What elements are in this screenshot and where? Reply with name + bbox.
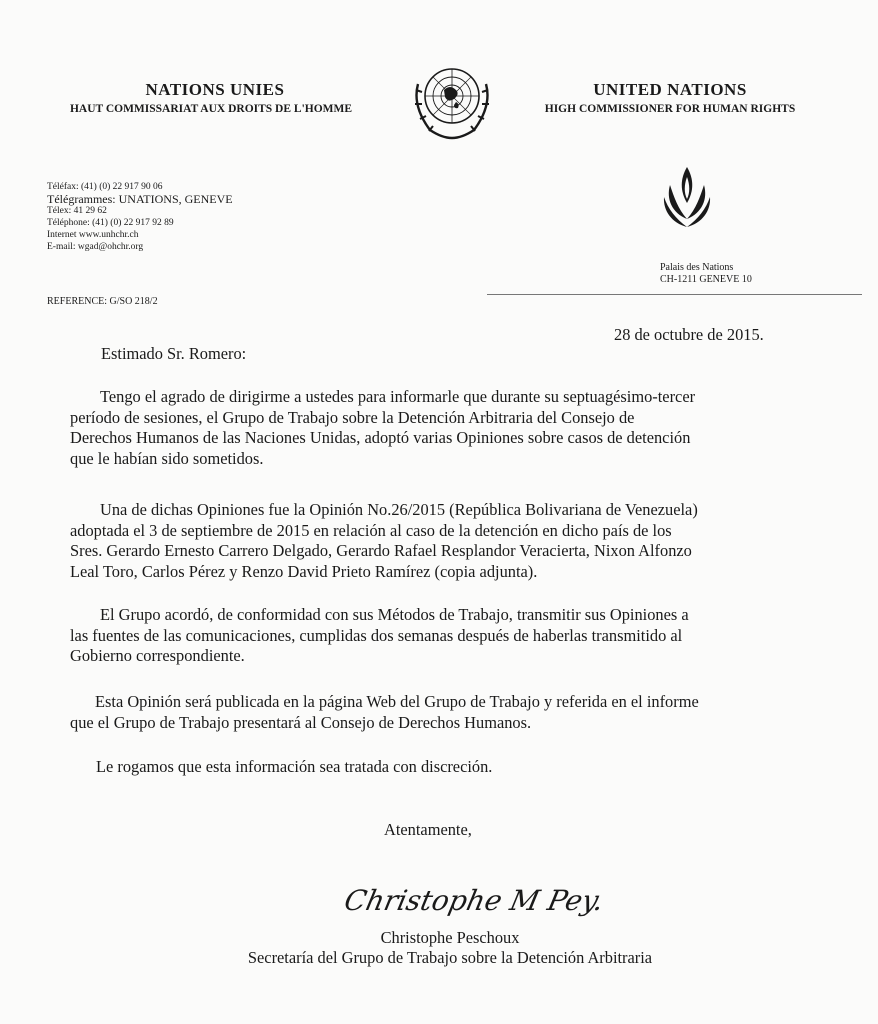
address-line1: Palais des Nations xyxy=(660,262,734,273)
telefax-text: Téléfax: (41) (0) 22 917 90 06 xyxy=(47,182,163,192)
p2-line-2: adoptada el 3 de septiembre de 2015 en relación al caso de la detención en dicho país de los xyxy=(70,520,672,540)
p1-line-2: período de sesiones, el Grupo de Trabajo sobre la Detención Arbitraria del Consejo de xyxy=(70,407,635,427)
p1-line-1: Tengo el agrado de dirigirme a ustedes para informarle que durante su septuagésimo-tercer xyxy=(100,387,696,406)
internet-text: Internet www.unhchr.ch xyxy=(47,230,139,240)
telex-text: Télex: 41 29 62 xyxy=(47,206,107,216)
p3-line-3: Gobierno correspondiente. xyxy=(70,646,245,665)
p2-line-4: Leal Toro, Carlos Pérez y Renzo David Prieto Ramírez (copia adjunta). xyxy=(70,561,538,581)
ohchr-flame-icon xyxy=(658,165,716,233)
p4-line-2: que el Grupo de Trabajo presentará al Consejo de Derechos Humanos. xyxy=(70,712,532,732)
address-line2: CH-1211 GENEVE 10 xyxy=(660,274,752,285)
signature-script: Christophe M Pey. xyxy=(341,884,607,917)
closing: Atentamente, xyxy=(384,820,472,839)
letterhead-right-subtitle: HIGH COMMISSIONER FOR HUMAN RIGHTS xyxy=(544,103,796,115)
paragraph-1 xyxy=(70,387,860,469)
email-text: E-mail: wgad@ohchr.org xyxy=(47,242,144,252)
letter-date: 28 de octubre de 2015. xyxy=(614,325,764,344)
p2-line-1: Una de dichas Opiniones fue la Opinión No.26/2015 (República Bolivariana de Venezuela) xyxy=(100,500,698,519)
p1-line-3: Derechos Humanos de las Naciones Unidas, adoptó varias Opiniones sobre casos de detención xyxy=(70,428,691,447)
paragraph-3 xyxy=(70,605,860,667)
letterhead-left-subtitle: HAUT COMMISSARIAT AUX DROITS DE L'HOMME xyxy=(69,103,353,115)
handwritten-signature xyxy=(341,872,607,922)
paragraph-5: Le rogamos que esta información sea tratada con discreción. xyxy=(96,757,493,776)
telephone-text: Téléphone: (41) (0) 22 917 92 89 xyxy=(47,218,174,228)
signer-name: Christophe Peschoux xyxy=(380,928,520,947)
letterhead-left-title: NATIONS UNIES xyxy=(145,80,285,99)
p4-line-1: Esta Opinión será publicada en la página Web del Grupo de Trabajo y referida en el informe xyxy=(95,692,699,711)
p3-line-1: El Grupo acordó, de conformidad con sus Métodos de Trabajo, transmitir sus Opiniones a xyxy=(100,605,689,624)
signer-title: Secretaría del Grupo de Trabajo sobre la Detención Arbitraria xyxy=(247,948,653,967)
reference-text: REFERENCE: G/SO 218/2 xyxy=(47,296,158,307)
letterhead-right-title: UNITED NATIONS xyxy=(593,80,747,99)
un-emblem-icon xyxy=(400,54,504,144)
p1-line-4: que le habían sido sometidos. xyxy=(70,448,264,468)
p3-line-2: las fuentes de las comunicaciones, cumplidas dos semanas después de haberlas transmitido al xyxy=(70,625,683,645)
paragraph-4 xyxy=(70,692,860,733)
paragraph-2 xyxy=(70,500,860,582)
telegrammes-text: Télégrammes: UNATIONS, GENEVE xyxy=(47,192,233,206)
contact-block xyxy=(47,181,233,253)
p2-line-3: Sres. Gerardo Ernesto Carrero Delgado, Gerardo Rafael Resplandor Veracierta, Nixon Alfonzo xyxy=(70,541,692,560)
salutation: Estimado Sr. Romero: xyxy=(101,344,247,363)
address-block xyxy=(660,262,752,286)
header-divider xyxy=(487,294,862,295)
